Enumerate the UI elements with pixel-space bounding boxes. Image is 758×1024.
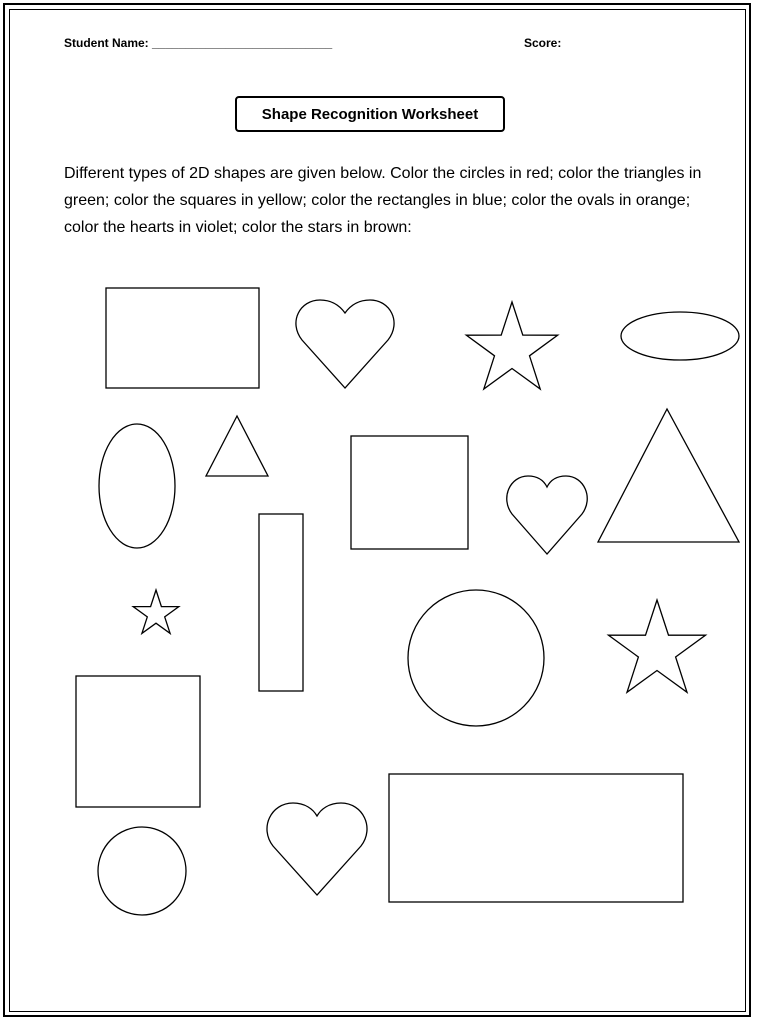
triangle-shape-2: [598, 409, 739, 542]
instructions-text: Different types of 2D shapes are given below. Color the circles in red; color the triangles in green; color the squares in yellow; color the rectangles in blue; color the ovals in orange; color the hearts in violet; color the stars in brown:: [64, 165, 702, 236]
rectangle-shape-2: [259, 514, 303, 691]
student-name-label: Student Name: ___________________________: [64, 36, 333, 50]
rectangle-shape-1: [106, 288, 259, 388]
rectangle-shape-3: [389, 774, 683, 902]
oval-shape-1: [621, 312, 739, 360]
square-shape-2: [76, 676, 200, 807]
square-shape-1: [351, 436, 468, 549]
heart-shape-1: [296, 300, 394, 388]
star-shape-2: [133, 590, 179, 633]
score-label: Score:: [524, 36, 562, 50]
circle-shape-2: [98, 827, 186, 915]
triangle-shape-1: [206, 416, 268, 476]
circle-shape-1: [408, 590, 544, 726]
heart-shape-2: [507, 476, 587, 554]
star-shape-3: [609, 600, 706, 692]
oval-shape-2: [99, 424, 175, 548]
heart-shape-3: [267, 803, 367, 895]
worksheet-title: Shape Recognition Worksheet: [261, 105, 479, 123]
star-shape-1: [466, 302, 557, 389]
